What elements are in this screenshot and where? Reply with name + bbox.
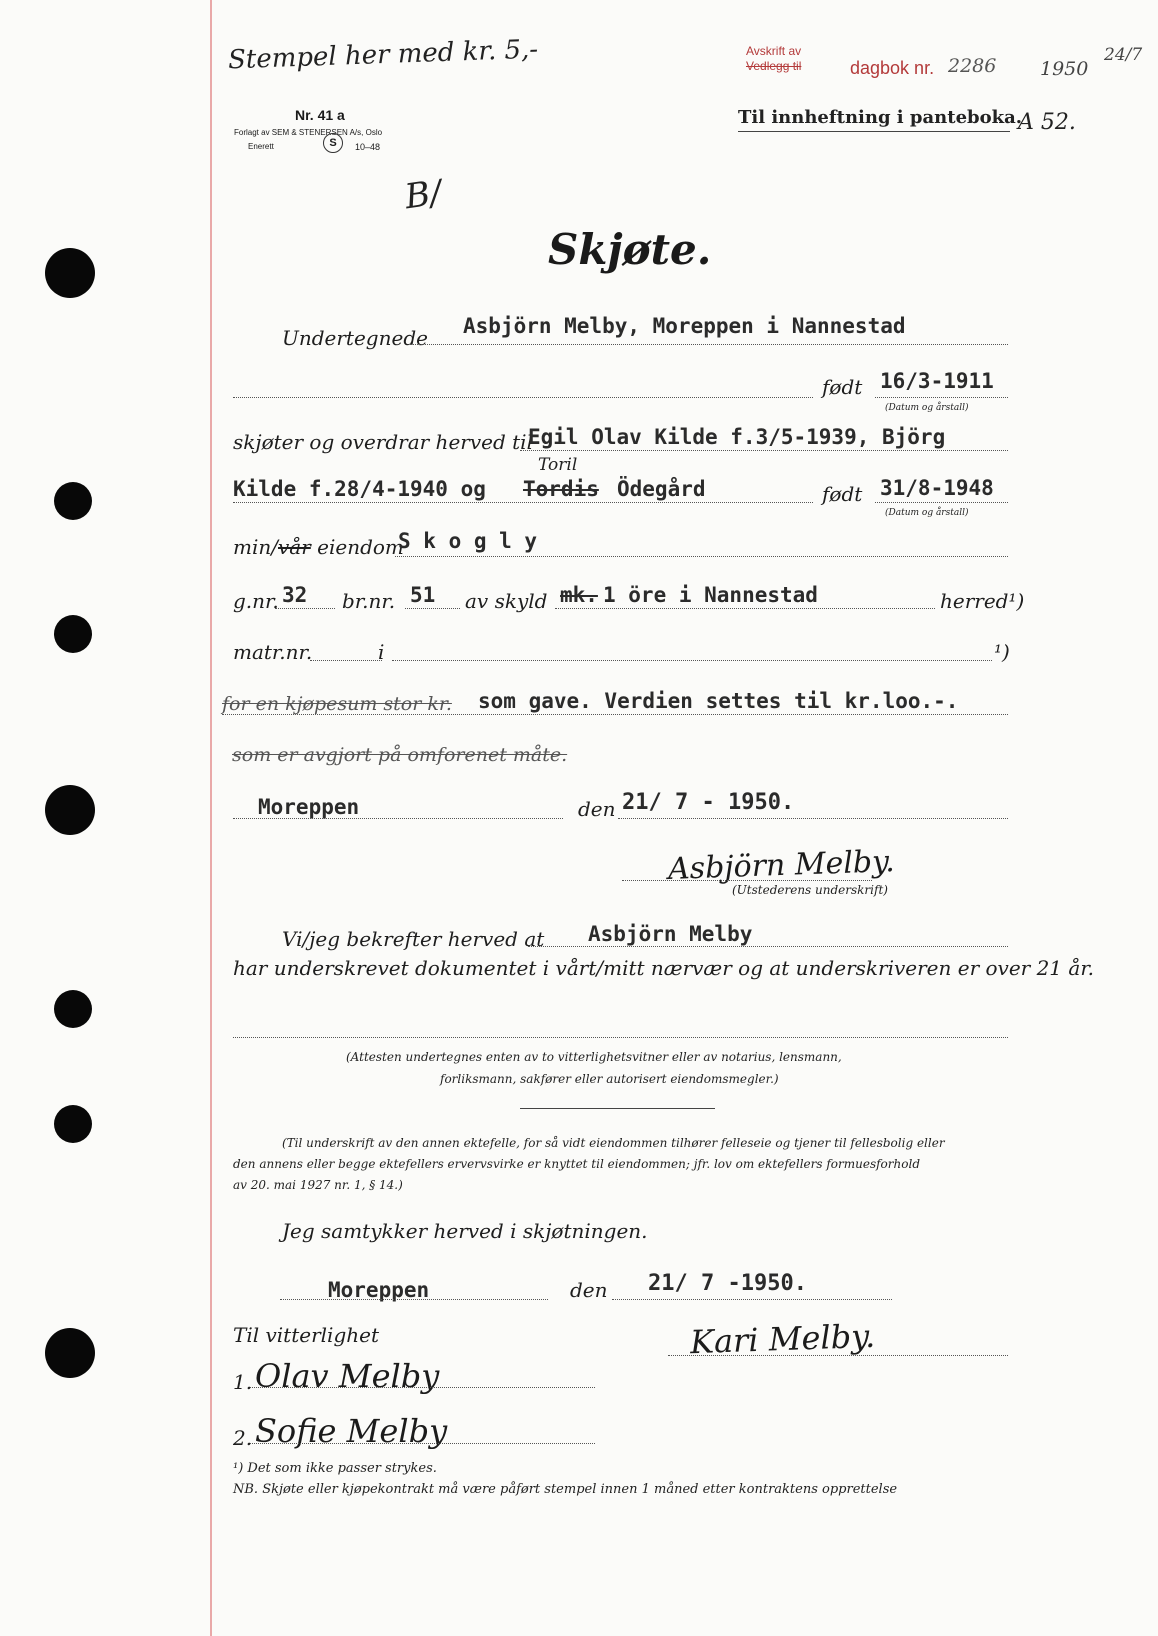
page-title: Skjøte. [548, 225, 712, 274]
footnote-1: ¹) Det som ikke passer strykes. [233, 1461, 437, 1476]
price-text: som gave. Verdien settes til kr.loo.-. [478, 689, 959, 713]
place-2: Moreppen [328, 1278, 430, 1302]
punch-hole [54, 1105, 92, 1143]
date-2: 21/ 7 -1950. [648, 1271, 807, 1296]
date: 21/ 7 - 1950. [622, 790, 795, 815]
buyers-line-1: Egil Olav Kilde f.3/5-1939, Björg [528, 425, 946, 449]
price-crossed: for en kjøpesum stor kr. [222, 693, 452, 715]
brnr-label: br.nr. [342, 589, 396, 613]
archive-ref: A 52. [1018, 110, 1076, 135]
seller-birth: 16/3-1911 [880, 369, 994, 393]
confirm-text: har underskrevet dokumentet i vårt/mitt nærvær og at underskriveren er over 21 år. [233, 956, 1095, 980]
skyld-label: av skyld [465, 589, 548, 613]
spouse-signature: Kari Melby. [689, 1316, 876, 1362]
skyld-value: 1 öre i Nannestad [603, 583, 818, 607]
den-label: den [578, 797, 616, 821]
buyer-birth: 31/8-1948 [880, 476, 994, 500]
year: 1950 [1040, 58, 1089, 80]
red-margin-line [210, 0, 212, 1636]
property-name: S k o g l y [398, 529, 538, 553]
consent-text: Jeg samtykker herved i skjøtningen. [282, 1219, 648, 1243]
fodt-label: født [822, 375, 863, 399]
datum-hint-2: (Datum og årstall) [885, 508, 969, 518]
fodt-label-2: født [822, 482, 863, 506]
skyld-crossed: mk. [560, 583, 598, 607]
red-stamp-crossed: Vedlegg til [746, 59, 802, 73]
witness-2-no: 2. [233, 1426, 253, 1450]
brnr-value: 51 [410, 583, 436, 607]
punch-hole [45, 785, 95, 835]
rights: Enerett [248, 142, 274, 151]
red-stamp-top: Avskrift av [746, 44, 802, 58]
attest-note-1: (Attesten undertegnes enten av to vitterlighetsvitner eller av notarius, lensmann, [346, 1050, 842, 1064]
witness-1-no: 1. [233, 1370, 253, 1394]
spouse-note-2: den annens eller begge ektefellers ervervsvirke er knyttet til eiendommen; jfr. lov om ektefellers formuesforhold [233, 1157, 920, 1171]
buyers-line-2a: Kilde f.28/4-1940 og [233, 477, 486, 501]
confirm-label: Vi/jeg bekrefter herved at [282, 927, 545, 951]
form-number: Nr. 41 a [295, 107, 345, 123]
issuer-hint: (Utstederens underskrift) [732, 883, 888, 897]
pantebok-underline [738, 131, 1010, 132]
seller-signature: Asbjörn Melby. [667, 844, 896, 887]
place: Moreppen [258, 795, 360, 819]
transfer-label: skjøter og overdrar herved til [233, 430, 533, 454]
witness-1-signature: Olav Melby [255, 1357, 440, 1395]
punch-hole [54, 482, 92, 520]
witness-label: Til vitterlighet [233, 1323, 380, 1347]
pantebok-label: Til innheftning i panteboka. [738, 107, 1023, 128]
buyers-insert: Toril [538, 455, 578, 475]
publisher-logo-icon: S [323, 133, 343, 153]
den-label-2: den [570, 1278, 608, 1302]
spouse-note-1: (Til underskrift av den annen ektefelle, for så vidt eiendommen tilhører felleseie og tjener til fellesbolig eller [282, 1136, 945, 1150]
punch-hole [45, 248, 95, 298]
matrnr-label: matr.nr. [233, 640, 313, 664]
matrnr-i: i [378, 640, 385, 664]
attest-note-2: forliksmann, sakfører eller autorisert eiendomsmegler.) [440, 1072, 779, 1086]
gnr-value: 32 [282, 583, 308, 607]
eiendom-label: min/vår eiendom [233, 535, 404, 559]
gnr-label: g.nr. [233, 589, 279, 613]
dagbok-number: 2286 [948, 55, 997, 77]
punch-hole [54, 615, 92, 653]
witness-2-signature: Sofie Melby [255, 1412, 448, 1450]
publisher: Forlagt av SEM & STENERSEN A/s, Oslo [234, 128, 383, 137]
footnote-2: NB. Skjøte eller kjøpekontrakt må være påført stempel innen 1 måned etter kontraktens opprettelse [233, 1482, 898, 1497]
undertegnede-label: Undertegnede [282, 326, 428, 350]
matrnr-footref: ¹) [994, 640, 1010, 664]
mark: B/ [402, 172, 445, 218]
payment-crossed: som er avgjort på omforenet måte. [232, 744, 568, 766]
spouse-note-3: av 20. mai 1927 nr. 1, § 14.) [233, 1178, 403, 1192]
punch-hole [54, 990, 92, 1028]
seller-name: Asbjörn Melby, Moreppen i Nannestad [463, 314, 906, 338]
herred-label: herred¹) [940, 589, 1025, 613]
form-date: 10–48 [355, 142, 381, 152]
stamp-note: Stempel her med kr. 5,- [227, 34, 539, 76]
buyers-line-2b: Ödegård [617, 477, 706, 501]
datum-hint: (Datum og årstall) [885, 403, 969, 413]
punch-hole [45, 1328, 95, 1378]
confirm-name: Asbjörn Melby [588, 922, 753, 946]
buyers-crossed: Tordis [523, 477, 599, 501]
dagbok-label: dagbok nr. [850, 58, 935, 78]
date-note: 24/7 [1104, 45, 1143, 65]
